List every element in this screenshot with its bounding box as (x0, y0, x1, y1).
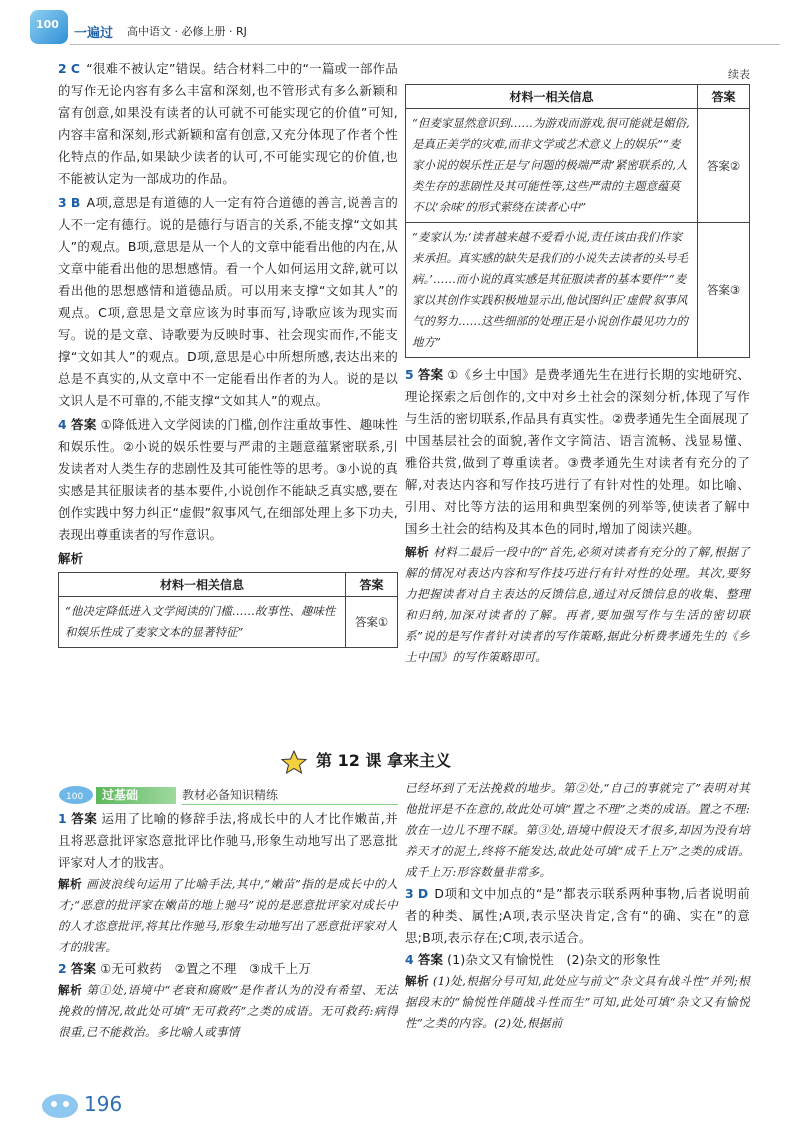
brand-logo-icon: 100 (30, 10, 68, 44)
section-label: 过基础 (96, 787, 176, 804)
section-underline (182, 804, 398, 805)
table-row: “但麦家显然意识到……为游戏而游戏,很可能就是媚俗,是真正美学的灾难,而非文学或艺术意义上的娱乐”“麦家小说的娱乐性正是与‘问题的极端严肃’紧密联系的,人类生存的悲剧性及其可能性等,这些严肃的主题意蕴莫不以‘余味’的形式萦绕在读者心中” 答案② (406, 109, 750, 223)
book-subtitle: 高中语文 · 必修上册 · RJ (127, 25, 247, 38)
svg-text:100: 100 (66, 792, 84, 802)
lesson-title: 第 12 课 拿来主义 (280, 748, 451, 774)
question-5: 5 答案 ①《乡土中国》是费孝通先生在进行长期的实地研究、理论探索之后创作的,文中对乡土社会的深刻分析,体现了写作与生活的密切联系,作品具有真实性。②费孝通先生全面展现了中国基层社会的面貌,著作文字简洁、语言流畅、浅显易懂、雅俗共赏,做到了尊重读者。③费孝通先生对读者有充分的了解,对表达内容和写作技巧进行了有针对性的处理。如比喻、引用、对比等方法的运用和典型案例的列举等,使读者了解中国乡土社会的结构及其本色的同时,增加了阅读兴趣。 (405, 367, 751, 536)
page-number: 196 (84, 1092, 123, 1116)
brand-name: 一遍过 (74, 26, 114, 41)
table-header-answer: 答案 (698, 85, 750, 109)
lesson-question-2: 2 答案 ①无可救药 ②置之不理 ③成千上万 (58, 961, 312, 976)
left-column-bottom (58, 808, 398, 1043)
lesson-question-4-analysis: 解析 (1)处,根据分号可知,此处应与前文“杂文具有战斗性”并列;根据段末的“愉悦性伴随战斗性而生”可知,此处可填“杂文又有愉悦性”之类的内容。(2)处,根据前 (405, 974, 750, 1030)
continued-label: 续表 (728, 68, 750, 81)
table-header-info: 材料一相关信息 (59, 573, 346, 597)
lesson-question-1: 1 答案 运用了比喻的修辞手法,将成长中的人才比作嫩苗,并且将恶意批评家恣意批评比作驰马,形象生动地写出了恶意批评家对人才的戕害。 (58, 811, 398, 870)
lesson-question-2-analysis-cont: 已经坏到了无法挽救的地步。第②处,“自己的事就完了”表明对其他批评是不在意的,故此处可填“置之不理”之类的成语。置之不理:放在一边儿不理不睬。第③处,语境中假设天才很多,却因为没有培养天才的泥土,终将不能发达,故此处可填“成千上万”之类的成语。成千上万:形容数量非常多。 (405, 781, 750, 879)
table-row: “他决定降低进入文学阅读的门槛……故事性、趣味性和娱乐性成了麦家文本的显著特征” 答案① (59, 597, 398, 648)
mascot-icon (40, 1090, 84, 1120)
section-subtitle: 教材必备知识精练 (182, 788, 279, 802)
question-4: 4 答案 ①降低进入文学阅读的门槛,创作注重故事性、趣味性和娱乐性。②小说的娱乐性要与严肃的主题意蕴紧密联系,引发读者对人类生存的悲剧性及其可能性等的思考。③小说的真实感是其征服读者的基本要件,小说创作不能缺乏真实感,要在创作实践中努力纠正“虚假”叙事风气,在细部处理上多下功夫,表现出尊重读者的写作意识。 (58, 417, 399, 542)
table-row: “麦家认为:‘读者越来越不爱看小说,责任该由我们作家来承担。真实感的缺失是我们的小说失去读者的头号毛病。’……而小说的真实感是其征服读者的基本要件”“麦家以其创作实践积极地显示出,他试图纠正‘虚假’叙事风气的努力……这些细部的处理正是小说创作最见功力的地方” 答案③ (406, 223, 750, 358)
lesson-question-2-analysis: 解析 第①处,语境中“老衰和腐败”是作者认为的没有希望、无法挽救的情况,故此处可填“无可救药”之类的成语。无可救药:病得很重,已不能救治。多比喻人或事情 (58, 983, 398, 1039)
right-column-bottom (405, 778, 750, 1034)
analysis-label: 解析 (58, 551, 84, 566)
question-2: 2 C “很难不被认定”错误。结合材料二中的“一篇或一部作品的写作无论内容有多么丰富和深刻,也不管形式有多么新颖和富有创意,如果没有读者的认可就不可能实现它的价值”可知,内容丰富和深刻,形式新颖和富有创意,又充分体现了作者个性化特点的作品,如果缺少读者的认可,不可能实现它的价值,也不能被认定为一部成功的作品。 (58, 61, 398, 186)
question-5-analysis: 解析 材料二最后一段中的“首先,必须对读者有充分的了解,根据了解的情况对表达内容和写作技巧进行有针对性的处理。其次,要努力把握读者对自主表达的反馈信息,通过对反馈信息的收集、整理和归纳,加深对读者的了解。再者,要加强写作与生活的密切联系”说的是写作者针对读者的写作策略,据此分析费孝通先生的《乡土中国》的写作策略即可。 (405, 545, 750, 664)
table-header-answer: 答案 (346, 573, 398, 597)
page-number-area (40, 1090, 123, 1120)
star-icon (280, 750, 308, 774)
header-divider (70, 44, 780, 45)
table-header-info: 材料一相关信息 (406, 85, 698, 109)
question-3: 3 B A项,意思是有道德的人一定有符合道德的善言,说善言的人不一定有德行。说的是德行与语言的关系,不能支撑“文如其人”的观点。B项,意思是从一个人的文章中能看出他的内在,从文章中能看出他的思想感情。看一个人如何运用文辞,就可以看出他的思想感情和道德品质。可以用来支撑“文如其人”的观点。C项,意思是文章应该为时事而写,诗歌应该为现实而写。说的是文章、诗歌要为反映时事、社会现实而作,不能支撑“文如其人”的观点。D项,意思是心中所想所感,表达出来的总是不真实的,从文章中不一定能看出作者的为人。说的是以文识人是不可靠的,不能支撑“文如其人”的观点。 (58, 195, 398, 408)
mascot-badge-icon (58, 785, 98, 805)
left-column-top (58, 58, 398, 648)
lesson-question-4: 4 答案 (1)杂文又有愉悦性 (2)杂文的形象性 (405, 952, 661, 967)
right-column-top (405, 84, 750, 668)
material-table-right (405, 84, 750, 358)
lesson-question-3: 3 D D项和文中加点的“是”都表示联系两种事物,后者说明前者的种类、属性;A项,表示坚决肯定,含有“的确、实在”的意思;B项,表示存在;C项,表示适合。 (405, 886, 750, 945)
section-bar (58, 785, 398, 805)
page-header (0, 0, 800, 50)
lesson-question-1-analysis: 解析 画波浪线句运用了比喻手法,其中,“嫩苗”指的是成长中的人才;“恶意的批评家在嫩苗的地上驰马”说的是恶意批评家对成长中的人才恣意批评,将其比作驰马,形象生动地写出了恶意批评家对人才的戕害。 (58, 877, 398, 954)
material-table-left (58, 572, 398, 648)
